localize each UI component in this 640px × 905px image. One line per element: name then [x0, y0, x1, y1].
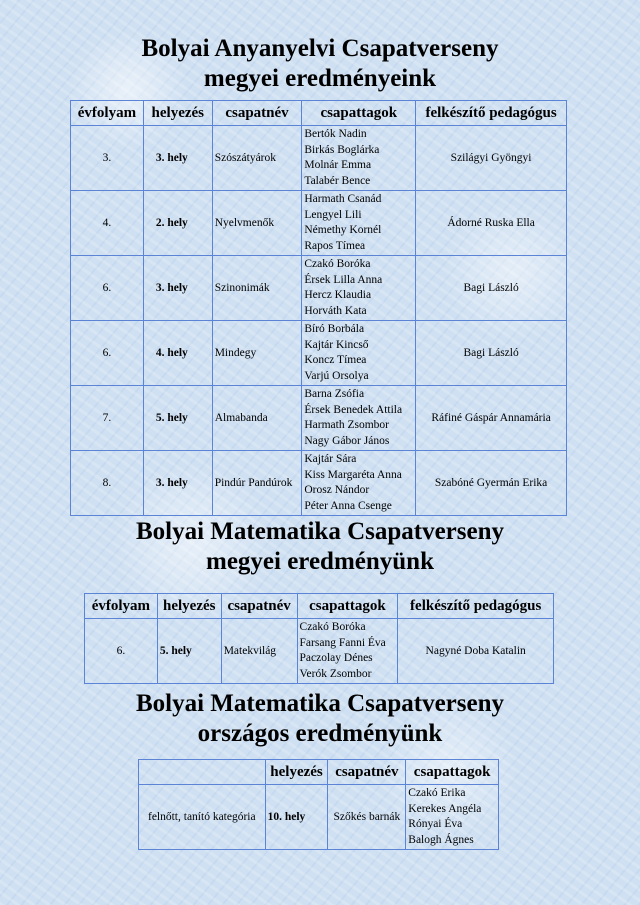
section1-header-row — [71, 101, 567, 126]
place-cell: 3. hely — [143, 256, 212, 321]
teacher-cell: Bagi László — [416, 321, 567, 386]
member-name: Rónyai Éva — [408, 818, 463, 830]
member-name: Kerekes Angéla — [408, 802, 482, 815]
teacher-cell: Ráfiné Gáspár Annamária — [416, 386, 567, 451]
col-header-team: csapatnév — [328, 760, 406, 785]
member-name: Hercz Klaudia — [304, 289, 372, 301]
section2-table — [84, 593, 554, 684]
member-name: Horváth Kata — [304, 304, 367, 317]
member-name: Czakó Boróka — [304, 258, 371, 270]
member-name: Harmath Csanád — [304, 193, 382, 205]
grade-cell: 6. — [71, 256, 144, 321]
members-cell — [302, 191, 416, 256]
grade-cell: 4. — [71, 191, 144, 256]
members-cell — [297, 619, 398, 684]
member-name: Balogh Ágnes — [408, 833, 474, 846]
member-name: Érsek Lilla Anna — [304, 273, 383, 286]
teacher-cell: Bagi László — [416, 256, 567, 321]
table-row — [85, 619, 554, 684]
member-name: Bertók Nadin — [304, 128, 367, 140]
team-cell: Szőkés barnák — [328, 785, 406, 850]
member-name: Érsek Benedek Attila — [304, 403, 403, 416]
table-row — [71, 321, 567, 386]
member-name: Birkás Boglárka — [304, 143, 380, 156]
teacher-cell: Szilágyi Gyöngyi — [416, 126, 567, 191]
category-cell: felnőtt, tanító kategória — [139, 785, 266, 850]
member-name: Barna Zsófia — [304, 388, 365, 400]
member-name: Nagy Gábor János — [304, 434, 390, 447]
grade-cell: 3. — [71, 126, 144, 191]
members-cell — [302, 126, 416, 191]
member-name: Lengyel Lili — [304, 208, 362, 221]
section3-table — [138, 759, 499, 850]
table-row — [71, 191, 567, 256]
section2-title-line2: megyei eredményünk — [206, 548, 434, 575]
member-name: Kajtár Kincső — [304, 338, 369, 351]
section2-header-row — [85, 594, 554, 619]
col-header-team: csapatnév — [221, 594, 297, 619]
table-row — [71, 451, 567, 516]
member-name: Talabér Bence — [304, 174, 371, 187]
table-row — [71, 256, 567, 321]
col-header-category-empty — [139, 760, 266, 785]
members-cell — [302, 321, 416, 386]
member-name: Némethy Kornél — [304, 224, 382, 236]
col-header-place: helyezés — [143, 101, 212, 126]
team-cell: Mindegy — [212, 321, 302, 386]
team-cell: Almabanda — [212, 386, 302, 451]
section1-table — [70, 100, 567, 516]
team-cell: Matekvilág — [221, 619, 297, 684]
section3-header-row — [139, 760, 499, 785]
section3-title-line2: országos eredményünk — [197, 720, 443, 747]
place-cell: 10. hely — [265, 785, 328, 850]
member-name: Verók Zsombor — [299, 667, 372, 680]
col-header-place: helyezés — [157, 594, 221, 619]
col-header-members: csapattagok — [302, 101, 416, 126]
member-name: Varjú Orsolya — [304, 369, 369, 382]
member-name: Kiss Margaréta Anna — [304, 468, 402, 481]
team-cell: Szószátyárok — [212, 126, 302, 191]
grade-cell: 7. — [71, 386, 144, 451]
section2-title — [0, 517, 640, 577]
member-name: Czakó Erika — [408, 787, 466, 799]
members-cell — [406, 785, 499, 850]
team-cell: Pindúr Pandúrok — [212, 451, 302, 516]
col-header-place: helyezés — [265, 760, 328, 785]
teacher-cell: Ádorné Ruska Ella — [416, 191, 567, 256]
grade-cell: 6. — [71, 321, 144, 386]
col-header-teacher: felkészítő pedagógus — [416, 101, 567, 126]
col-header-members: csapattagok — [297, 594, 398, 619]
member-name: Paczolay Dénes — [299, 652, 373, 664]
table-row — [139, 785, 499, 850]
member-name: Kajtár Sára — [304, 453, 357, 465]
col-header-grade: évfolyam — [71, 101, 144, 126]
member-name: Koncz Tímea — [304, 354, 367, 366]
section1-title-line1: Bolyai Anyanyelvi Csapatverseny — [141, 35, 499, 62]
member-name: Péter Anna Csenge — [304, 499, 392, 512]
grade-cell: 6. — [85, 619, 158, 684]
member-name: Rapos Tímea — [304, 239, 366, 252]
teacher-cell: Szabóné Gyermán Erika — [416, 451, 567, 516]
col-header-grade: évfolyam — [85, 594, 158, 619]
place-cell: 5. hely — [143, 386, 212, 451]
member-name: Orosz Nándor — [304, 484, 370, 496]
place-cell: 4. hely — [143, 321, 212, 386]
team-cell: Nyelvmenők — [212, 191, 302, 256]
section3-title-line1: Bolyai Matematika Csapatverseny — [135, 690, 505, 717]
section3-title — [0, 689, 640, 749]
place-cell: 3. hely — [143, 451, 212, 516]
table-row — [71, 126, 567, 191]
teacher-cell: Nagyné Doba Katalin — [398, 619, 554, 684]
member-name: Bíró Borbála — [304, 323, 365, 335]
member-name: Czakó Boróka — [299, 621, 366, 633]
col-header-team: csapatnév — [212, 101, 302, 126]
grade-cell: 8. — [71, 451, 144, 516]
place-cell: 5. hely — [157, 619, 221, 684]
members-cell — [302, 386, 416, 451]
col-header-members: csapattagok — [406, 760, 499, 785]
section1-title — [0, 34, 640, 94]
place-cell: 2. hely — [143, 191, 212, 256]
team-cell: Szinonimák — [212, 256, 302, 321]
place-cell: 3. hely — [143, 126, 212, 191]
member-name: Molnár Emma — [304, 159, 372, 171]
section1-title-line2: megyei eredményeink — [203, 65, 437, 92]
member-name: Farsang Fanni Éva — [299, 636, 386, 649]
members-cell — [302, 256, 416, 321]
table-row — [71, 386, 567, 451]
member-name: Harmath Zsombor — [304, 419, 389, 431]
members-cell — [302, 451, 416, 516]
col-header-teacher: felkészítő pedagógus — [398, 594, 554, 619]
section2-title-line1: Bolyai Matematika Csapatverseny — [135, 518, 505, 545]
